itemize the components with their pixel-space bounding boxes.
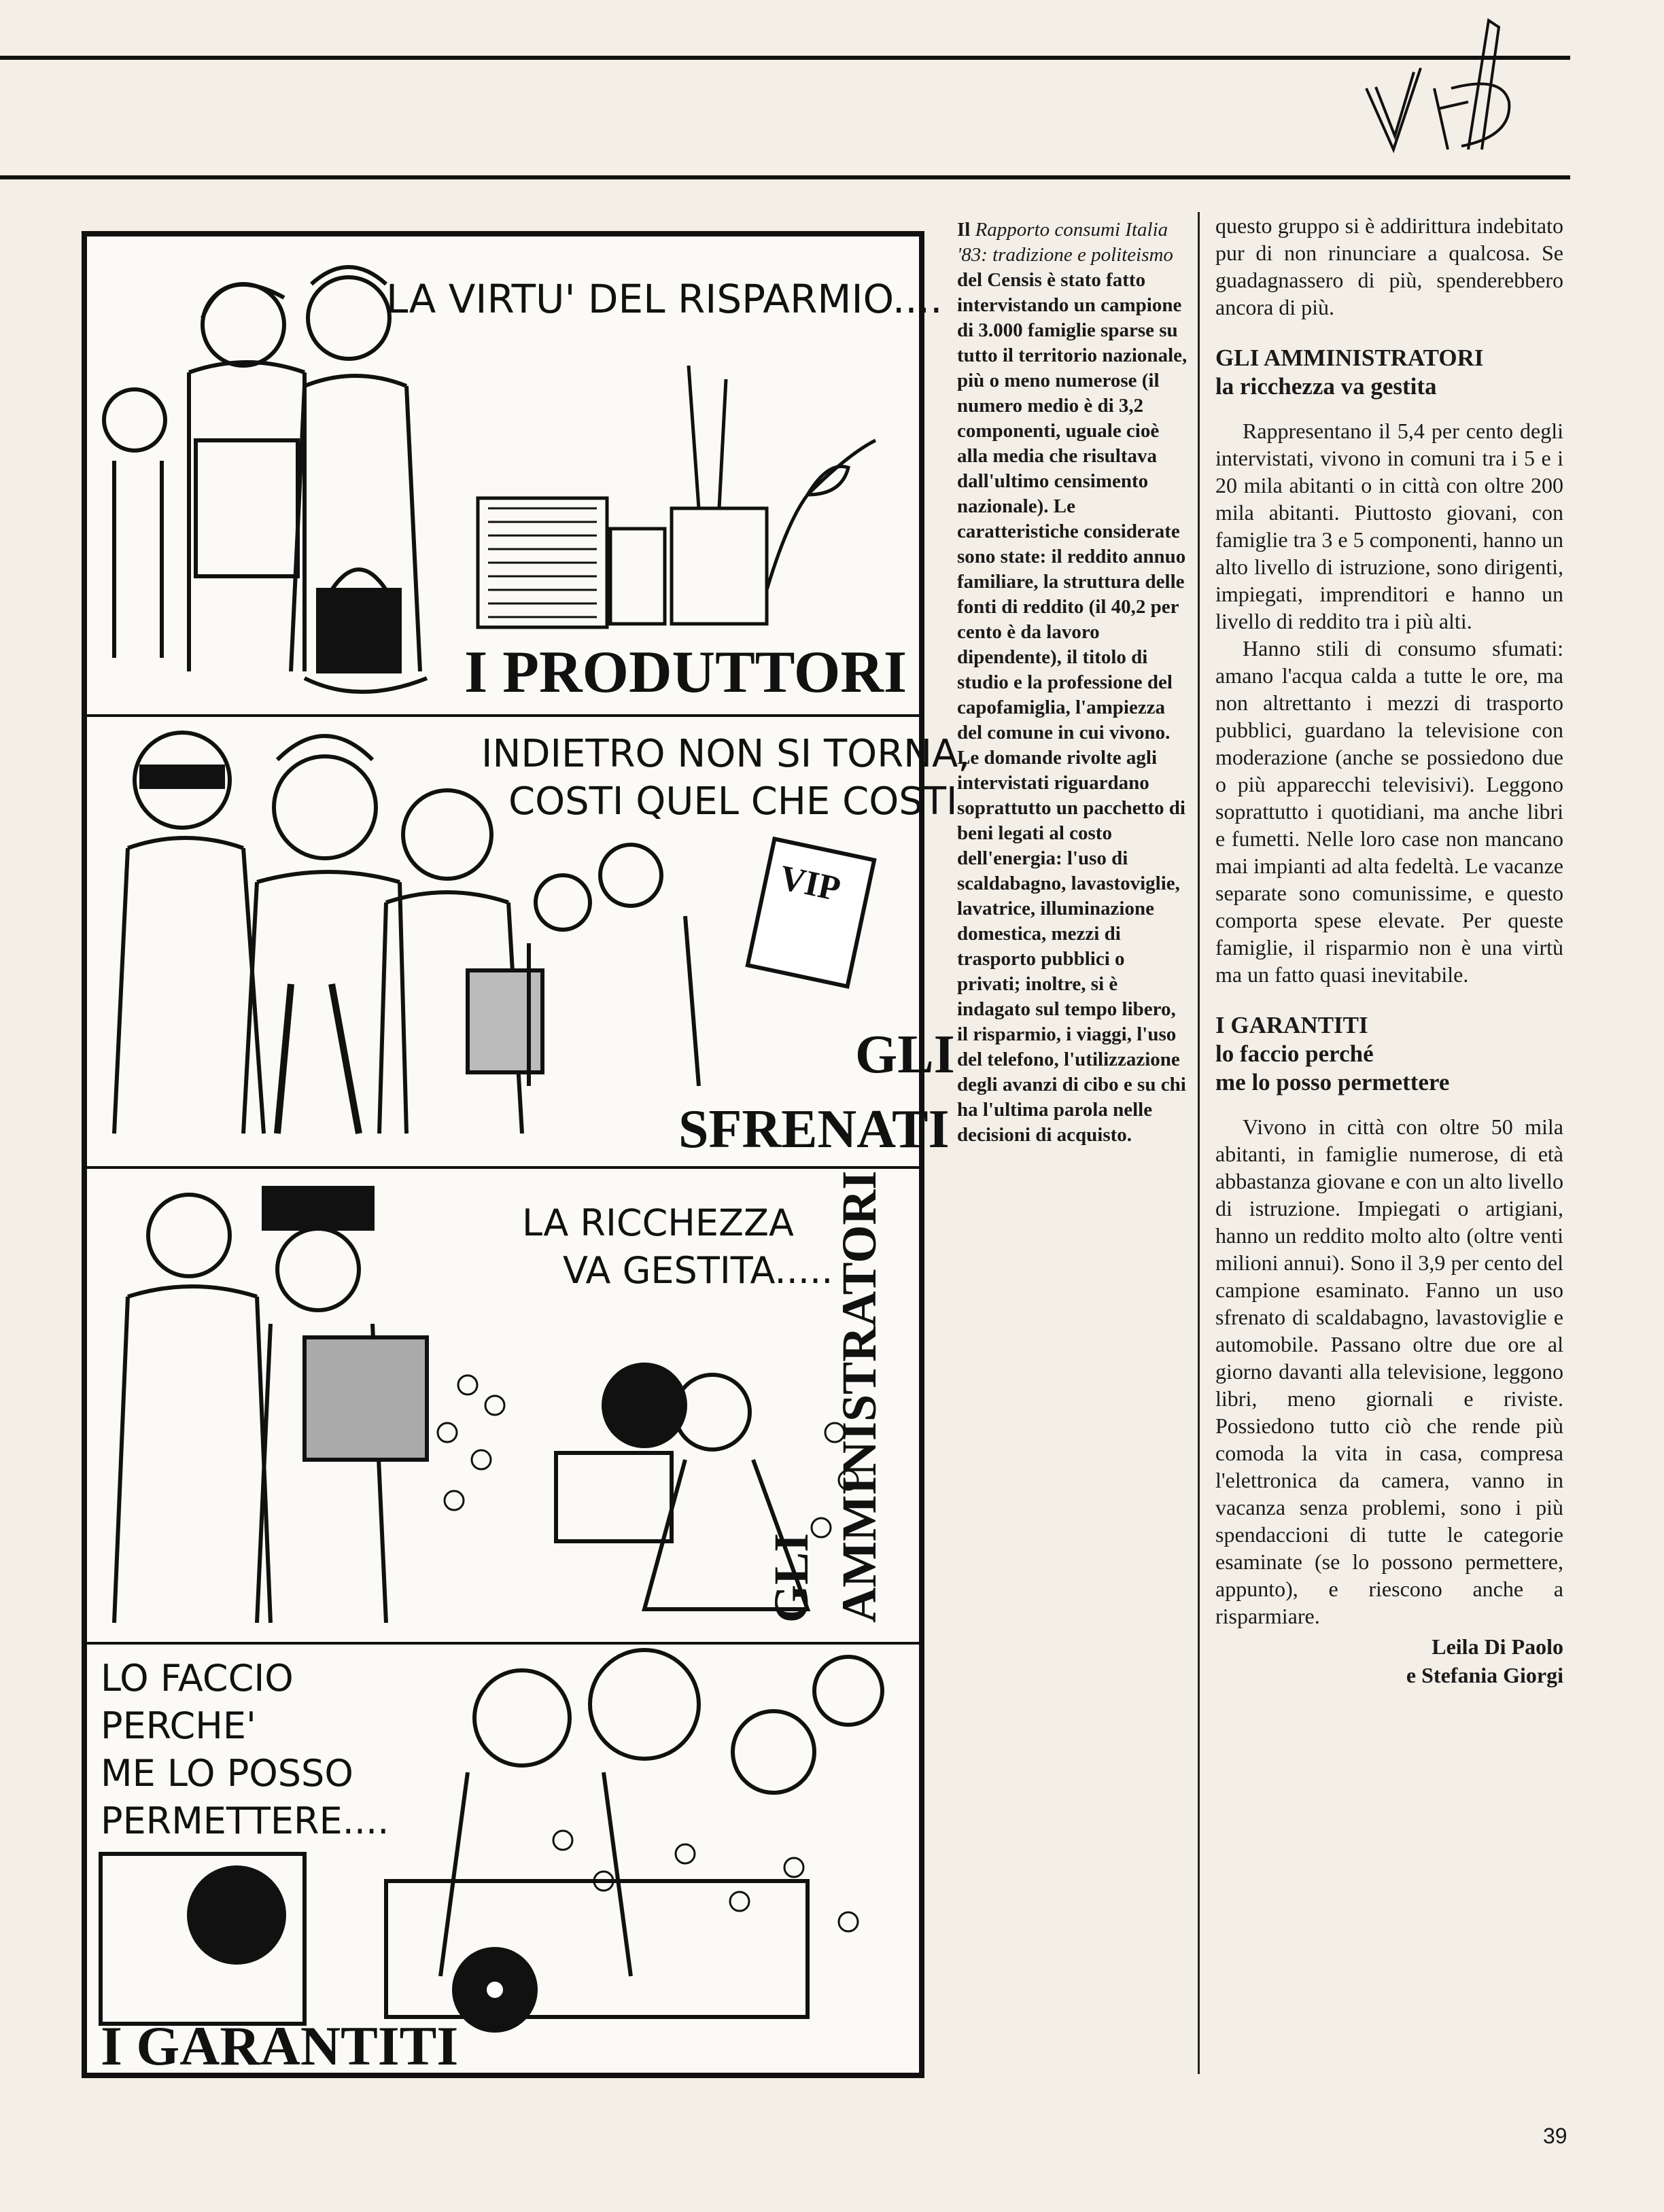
panel-produttori (87, 267, 943, 716)
article-paragraph: Vivono in città con oltre 50 mila abitanti, in famiglie numerose, di età abbastanza giovane e con un alto livello di istruzione. Impiegati o artigiani, hanno un reddito molto alto (oltre venti milioni annui). Sono il 3,9 per cento del campione esaminato. Fanno un uso sfrenato di scaldabagno, lavastoviglie e automobile. Passano oltre due ore al giorno davanti alla televisione, leggono libri, meno giornali e riviste. Possiedono tutto ciò che rende più comoda la vita in casa, compresa l'elettronica da camera, vanno in vacanza senza problemi, sono i più spendaccioni di tutte le categorie esaminate (se lo possono permettere, appunto), e riescono anche a risparmiare. (1215, 1114, 1563, 1628)
tv-icon (478, 366, 876, 627)
panel-2-caption-line-1: INDIETRO NON SI TORNA, (481, 732, 971, 776)
article-column (1215, 212, 1563, 1689)
article-continuation: questo gruppo si è addirittura indebitato pur di non rinunciare a qualcosa. Se guadagnassero di più, spenderebbero ancora di più. (1215, 213, 1563, 319)
sidebar-report-title: Rapporto consumi Italia '83: tradizione e politeismo (957, 219, 1173, 266)
section-subtitle-line-2: me lo posso permettere (1215, 1069, 1450, 1095)
article-paragraph: Rappresentano il 5,4 per cento degli intervistati, vivono in comuni tra i 5 e i 20 mila abitanti o in città con oltre 200 mila abitanti. Piuttosto giovani, con famiglie tra 3 e 5 componenti, hanno un alto livello di istruzione, sono dirigenti, impiegati, imprenditori e hanno un livello di reddito tra i più alti. (1215, 419, 1563, 633)
panel-4-caption-line-4: PERMETTERE.... (101, 1800, 389, 1842)
article-paragraph: Hanno stili di consumo sfumati: amano l'acqua calda a tutte le ore, ma non altrettanto i mezzi di trasporto pubblici, guardano la televisione con moderazione (anche se possiedono due o più apparecchi televisivi). Leggono soprattutto i quotidiani, ma anche libri e fumetti. Nelle loro case non mancano mai impianti ad alta fedeltà. Le vacanze separate sono comunissime, e questo comporta spese elevate. Per queste famiglie, il risparmio non è una virtù ma un fatto quasi inevitabile. (1215, 636, 1563, 987)
cartoon-illustration (82, 231, 971, 2078)
section-heading-amministratori (1215, 344, 1563, 401)
panel-sfrenati (87, 732, 970, 1168)
header-bottom-rule (0, 175, 1570, 179)
vip-magazine (748, 839, 874, 986)
sidebar-info (957, 217, 1188, 1148)
sidebar-paragraph (957, 217, 1188, 1148)
page-number: 39 (1543, 2124, 1567, 2148)
section-subtitle-line-1: lo faccio perché (1215, 1040, 1374, 1067)
section-title: I GARANTITI (1215, 1012, 1368, 1038)
panel-4-caption-line-1: LO FACCIO (101, 1657, 294, 1700)
panel-4-label: I GARANTITI (101, 2015, 459, 2077)
panel-amministratori (87, 1171, 919, 1643)
column-divider (1198, 212, 1200, 2074)
section-subtitle: la ricchezza va gestita (1215, 373, 1437, 400)
section-heading-garantiti (1215, 1011, 1563, 1097)
panel-1-caption: LA VIRTU' DEL RISPARMIO.... (386, 276, 943, 322)
author-line-1: Leila Di Paolo (1432, 1634, 1563, 1659)
magazine-logo (1353, 7, 1516, 163)
panel-3-caption-line-2: VA GESTITA..... (563, 1249, 833, 1292)
panel-3-label-line-2: AMMINISTRATORI (832, 1170, 886, 1623)
section-title: GLI AMMINISTRATORI (1215, 345, 1484, 371)
panel-2-caption-line-2: COSTI QUEL CHE COSTI (508, 779, 958, 824)
panel-3-label-line-1: GLI (764, 1532, 818, 1623)
header-top-rule (0, 56, 1570, 60)
author-signature (1215, 1632, 1563, 1689)
panel-garantiti (101, 1650, 882, 2077)
panel-4-caption-line-2: PERCHE' (101, 1704, 256, 1747)
author-line-2: e Stefania Giorgi (1406, 1663, 1563, 1687)
vip-label: VIP (776, 858, 844, 909)
panel-3-caption-line-1: LA RICCHEZZA (522, 1201, 794, 1244)
panel-4-caption-line-3: ME LO POSSO (101, 1752, 353, 1795)
panel-2-label-line-1: GLI (855, 1025, 955, 1085)
sidebar-intro: Il (957, 219, 975, 241)
panel-1-label: I PRODUTTORI (464, 639, 907, 705)
sidebar-body: del Censis è stato fatto intervistando un campione di 3.000 famiglie sparse su tutto il territorio nazionale, più o meno numerose (il numero medio è di 3,2 componenti, uguale cioè alla media che risultava dall'ultimo censimento nazionale). Le caratteristiche considerate sono state: il reddito annuo familiare, la struttura delle fonti di reddito (il 40,2 per cento è da lavoro dipendente), il titolo di studio e la professione del capofamiglia, l'ampiezza del comune in cui vivono. Le domande rivolte agli intervistati riguardano soprattutto un pacchetto di beni legati al costo dell'energia: l'uso di scaldabagno, lavastoviglie, lavatrice, illuminazione domestica, mezzi di trasporto pubblici o privati; inoltre, si è indagato sul tempo libero, il risparmio, i viaggi, l'uso del telefono, l'utilizzazione degli avanzi di cibo e su chi ha l'ultima parola nelle decisioni di acquisto. (957, 269, 1188, 1146)
panel-2-label-line-2: SFRENATI (678, 1100, 950, 1159)
